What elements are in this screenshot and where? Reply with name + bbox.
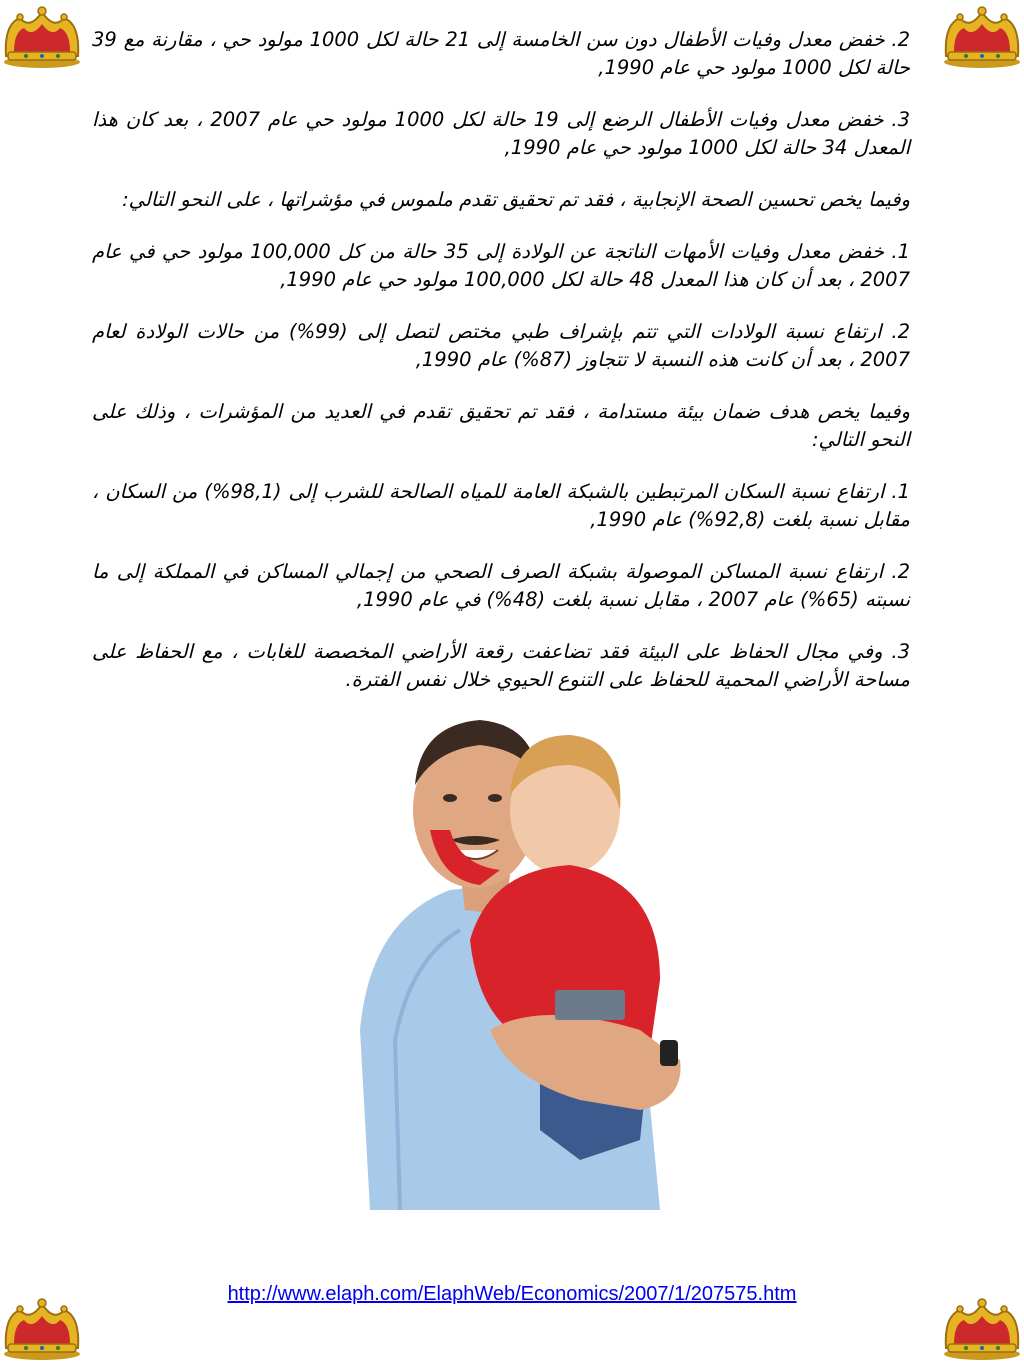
paragraph-supervised-births: 2. ارتفاع نسبة الولادات التي تتم بإشراف طبي مختص لتصل إلى (99%) من حالات الولادة لعام 2007 ، بعد أن كانت هذه النسبة لا تتجاوز (87%) عام 1990, [92,320,910,371]
document-body [92,26,910,718]
crown-icon [0,4,84,70]
paragraph-under5-mortality: 2. خفض معدل وفيات الأطفال دون سن الخامسة إلى 21 حالة لكل 1000 مولود حي ، مقارنة مع 39 حالة لكل 1000 مولود حي عام 1990, [92,28,911,79]
paragraph-environment-intro: وفيما يخص هدف ضمان بيئة مستدامة ، فقد تم تحقيق تقدم في العديد من المؤشرات ، وذلك على النحو التالي: [92,400,910,451]
photo-man-holding-child [340,700,700,1210]
paragraph-forests: 3. وفي مجال الحفاظ على البيئة فقد تضاعفت رقعة الأراضي المخصصة للغابات ، مع الحفاظ على مساحة الأراضي المحمية للحفاظ على التنوع الحيوي خلال نفس الفترة. [92,640,910,691]
crown-icon [940,4,1024,70]
paragraph-maternal-mortality: 1. خفض معدل وفيات الأمهات الناتجة عن الولادة إلى 35 حالة من كل 100,000 مولود حي في عام 2007 ، بعد أن كان هذا المعدل 48 حالة لكل 100,000 مولود حي عام 1990, [92,240,910,291]
paragraph-water-network: 1. ارتفاع نسبة السكان المرتبطين بالشبكة العامة للمياه الصالحة للشرب إلى (98,1%) من السكان ، مقابل نسبة بلغت (92,8%) عام 1990, [92,480,910,531]
paragraph-sewage-network: 2. ارتفاع نسبة المساكن الموصولة بشبكة الصرف الصحي من إجمالي المساكن في المملكة إلى ما نسبته (65%) عام 2007 ، مقابل نسبة بلغت (48%) في عام 1990, [92,560,910,611]
paragraph-infant-mortality: 3. خفض معدل وفيات الأطفال الرضع إلى 19 حالة لكل 1000 مولود حي عام 2007 ، بعد كان هذا المعدل 34 حالة لكل 1000 مولود حي عام 1990, [92,108,911,159]
paragraph-reproductive-health-intro: وفيما يخص تحسين الصحة الإنجابية ، فقد تم تحقيق تقدم ملموس في مؤشراتها ، على النحو التالي: [122,188,910,211]
source-link[interactable]: http://www.elaph.com/ElaphWeb/Economics/2007/1/207575.htm [227,1283,797,1305]
source-link-container [0,1283,1024,1306]
